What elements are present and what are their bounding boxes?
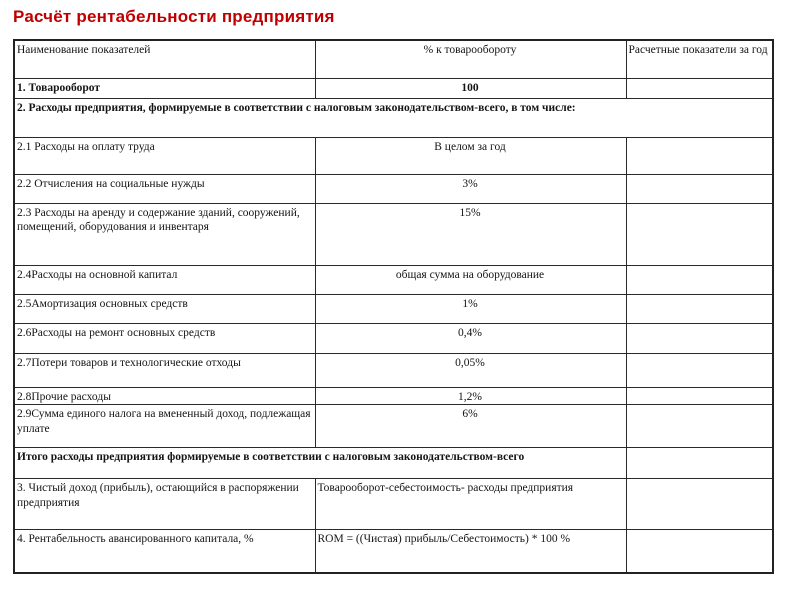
table-header-row: [14, 40, 773, 79]
empty-cell: [626, 138, 773, 175]
row-label: 2.6Расходы на ремонт основных средств: [14, 324, 315, 354]
header-indicator-name: Наименование показателей: [14, 40, 315, 79]
row-label: 2.9Сумма единого налога на вмененный доход, подлежащая уплате: [14, 405, 315, 448]
empty-cell: [626, 479, 773, 530]
empty-cell: [626, 175, 773, 204]
empty-cell: [626, 405, 773, 448]
table-row-goods-losses: [14, 354, 773, 388]
header-percent-turnover: % к товарообороту: [315, 40, 626, 79]
row-label: 2.7Потери товаров и технологические отходы: [14, 354, 315, 388]
row-value: 100: [315, 79, 626, 99]
row-value: 1%: [315, 295, 626, 324]
row-value: 15%: [315, 204, 626, 266]
row-label: 2.1 Расходы на оплату труда: [14, 138, 315, 175]
empty-cell: [626, 266, 773, 295]
row-label: 2.3 Расходы на аренду и содержание зданий, сооружений, помещений, оборудования и инвентаря: [14, 204, 315, 266]
row-label: 1. Товарооборот: [14, 79, 315, 99]
table-row-net-income: [14, 479, 773, 530]
empty-cell: [626, 354, 773, 388]
table-row-repair-costs: [14, 324, 773, 354]
row-value: 3%: [315, 175, 626, 204]
row-value: В целом за год: [315, 138, 626, 175]
empty-cell: [626, 448, 773, 479]
empty-cell: [626, 530, 773, 574]
table-row-fixed-capital: [14, 266, 773, 295]
empty-cell: [626, 388, 773, 405]
header-yearly-indicators: Расчетные показатели за год: [626, 40, 773, 79]
table-row-depreciation: [14, 295, 773, 324]
table-row-other-expenses: [14, 388, 773, 405]
empty-cell: [626, 324, 773, 354]
row-value: Товарооборот-себестоимость- расходы предприятия: [315, 479, 626, 530]
row-label: Итого расходы предприятия формируемые в соответствии с налоговым законодательством-всего: [14, 448, 626, 479]
empty-cell: [626, 204, 773, 266]
row-label: 2.2 Отчисления на социальные нужды: [14, 175, 315, 204]
row-label: 2. Расходы предприятия, формируемые в соответствии с налоговым законодательством-всего, в том числе:: [14, 99, 773, 138]
row-label: 4. Рентабельность авансированного капитала, %: [14, 530, 315, 574]
row-label: 2.5Амортизация основных средств: [14, 295, 315, 324]
empty-cell: [626, 295, 773, 324]
page-title: Расчёт рентабельности предприятия: [13, 7, 335, 26]
table-row-rent-maintenance: [14, 204, 773, 266]
row-value: 6%: [315, 405, 626, 448]
table-row-imputed-income-tax: [14, 405, 773, 448]
table-row-capital-profitability: [14, 530, 773, 574]
profitability-table: [13, 39, 774, 574]
table-row-expenses-group: [14, 99, 773, 138]
empty-cell: [626, 79, 773, 99]
row-label: 2.4Расходы на основной капитал: [14, 266, 315, 295]
row-value: 1,2%: [315, 388, 626, 405]
row-value: 0,4%: [315, 324, 626, 354]
row-value: ROM = ((Чистая) прибыль/Себестоимость) * 100 %: [315, 530, 626, 574]
row-label: 2.8Прочие расходы: [14, 388, 315, 405]
row-value: общая сумма на оборудование: [315, 266, 626, 295]
table-row-labor-costs: [14, 138, 773, 175]
table-row-turnover: [14, 79, 773, 99]
table-row-social-contributions: [14, 175, 773, 204]
table-row-total-expenses: [14, 448, 773, 479]
row-value: 0,05%: [315, 354, 626, 388]
row-label: 3. Чистый доход (прибыль), остающийся в распоряжении предприятия: [14, 479, 315, 530]
